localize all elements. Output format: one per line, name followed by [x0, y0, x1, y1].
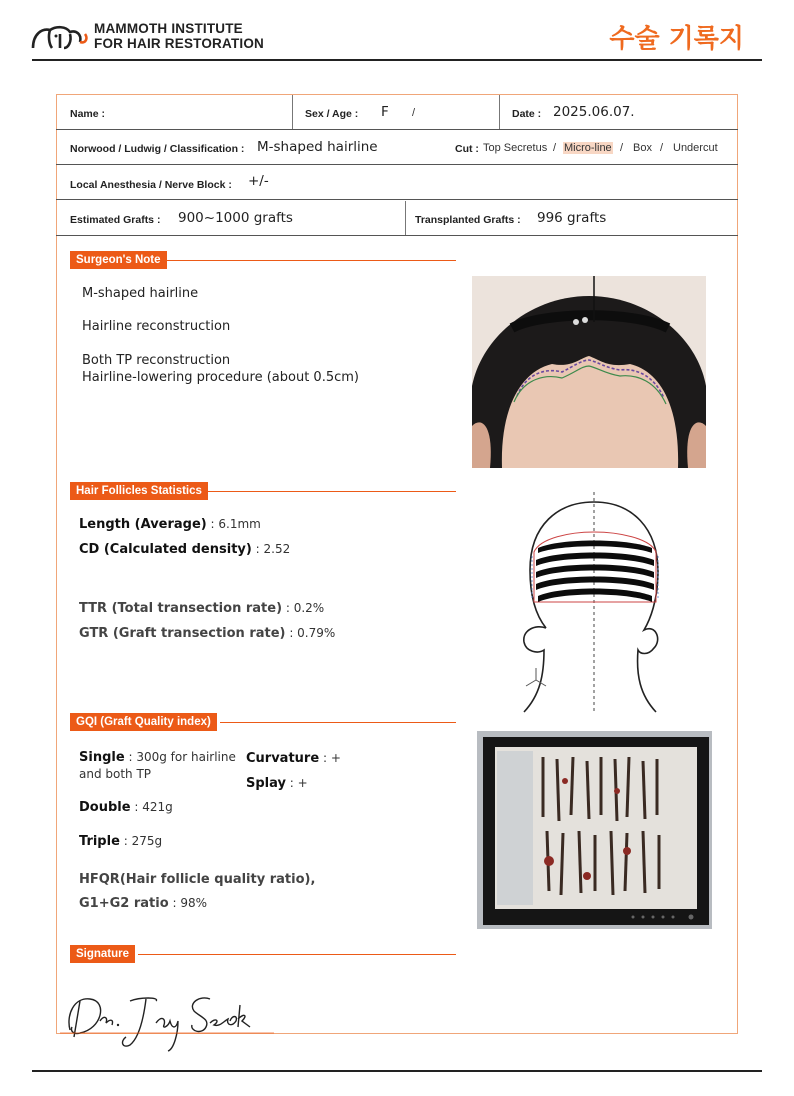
signature-header: [70, 945, 456, 963]
transplanted-grafts-label: Transplanted Grafts :: [415, 214, 521, 226]
classification-label: Norwood / Ludwig / Classification :: [70, 143, 245, 155]
signature-tag: Signature: [70, 945, 135, 963]
cut-label: Cut :: [455, 143, 479, 155]
triple-value: : 275g: [119, 834, 163, 848]
length-value: : 6.1mm: [206, 517, 261, 531]
single-stat: [79, 750, 236, 765]
section-rule: [138, 954, 456, 955]
classification-value: M-shaped hairline: [257, 139, 378, 155]
ratio-stat: [79, 896, 207, 911]
logo-text-line2: FOR HAIR RESTORATION: [94, 36, 265, 51]
sex-age-label: Sex / Age :: [305, 108, 359, 120]
splay-label: Splay: [246, 776, 286, 791]
ratio-value: : 98%: [168, 896, 207, 910]
ttr-value: : 0.2%: [282, 601, 325, 615]
single-stat-cont: and both TP: [79, 767, 152, 781]
single-label: Single: [79, 750, 125, 765]
splay-stat: [246, 776, 308, 791]
curvature-label: Curvature: [246, 751, 320, 766]
anesthesia-label: Local Anesthesia / Nerve Block :: [70, 179, 232, 191]
note-line-1: M-shaped hairline: [82, 286, 199, 301]
cut-option-micro-line: Micro-line: [564, 142, 612, 154]
hfqr-label: HFQR(Hair follicle quality ratio),: [79, 872, 316, 887]
estimated-grafts-value: 900~1000 grafts: [178, 210, 293, 226]
curvature-stat: [246, 751, 341, 766]
date-value: 2025.06.07.: [553, 104, 635, 120]
hairline-photo: [472, 276, 706, 468]
cut-option-top-secretus: Top Secretus: [483, 142, 548, 154]
cut-separator: /: [620, 142, 624, 154]
surgeons-note-header: [70, 251, 456, 269]
form-row-name: [56, 95, 738, 130]
follicle-stats-header: [70, 482, 456, 500]
estimated-grafts-label: Estimated Grafts :: [70, 214, 161, 226]
triple-stat: [79, 834, 162, 849]
surgeon-signature: [60, 985, 280, 1055]
gtr-label: GTR (Graft transection rate): [79, 626, 286, 641]
anesthesia-value: +/-: [248, 173, 269, 189]
ttr-label: TTR (Total transection rate): [79, 601, 283, 616]
length-label: Length (Average): [79, 517, 207, 532]
note-line-2: Hairline reconstruction: [82, 319, 231, 334]
double-value: : 421g: [130, 800, 173, 814]
donor-area-diagram: [510, 490, 670, 715]
cd-value: : 2.52: [251, 542, 291, 556]
ratio-label: G1+G2 ratio: [79, 896, 169, 911]
note-line-3: Both TP reconstruction: [82, 353, 231, 368]
length-stat: [79, 517, 261, 532]
cut-separator: /: [553, 142, 557, 154]
cut-separator: /: [660, 142, 664, 154]
curvature-value: : +: [319, 751, 341, 765]
row-divider: [405, 201, 406, 235]
hfqr-stat: [79, 872, 315, 887]
double-stat: [79, 800, 173, 815]
form-row-classification: [56, 130, 738, 165]
transplanted-grafts-value: 996 grafts: [537, 210, 607, 226]
date-label: Date :: [512, 108, 542, 120]
section-rule: [166, 260, 456, 261]
row-divider: [499, 95, 500, 129]
gtr-stat: [79, 626, 335, 641]
gqi-tag: GQI (Graft Quality index): [70, 713, 217, 731]
name-label: Name :: [70, 108, 106, 120]
age-separator: /: [412, 107, 416, 119]
cut-option-undercut: Undercut: [673, 142, 718, 154]
triple-label: Triple: [79, 834, 120, 849]
mammoth-logo-icon: [30, 22, 90, 52]
footer-divider: [32, 1070, 762, 1072]
note-line-4: Hairline-lowering procedure (about 0.5cm): [82, 370, 359, 385]
grafts-monitor-photo: [477, 731, 712, 929]
section-rule: [220, 722, 456, 723]
splay-value: : +: [285, 776, 308, 790]
double-label: Double: [79, 800, 131, 815]
section-rule: [208, 491, 456, 492]
logo-text-line1: MAMMOTH INSTITUTE: [94, 21, 243, 36]
form-row-grafts: [56, 201, 738, 236]
ttr-stat: [79, 601, 324, 616]
gtr-value: : 0.79%: [285, 626, 336, 640]
header-divider: [32, 59, 762, 61]
cd-label: CD (Calculated density): [79, 542, 252, 557]
cut-option-box: Box: [633, 142, 652, 154]
single-value: : 300g for hairline: [124, 750, 236, 764]
cd-stat: [79, 542, 290, 557]
sex-value: F: [381, 104, 389, 120]
document-title: 수술 기록지: [609, 24, 744, 54]
row-divider: [292, 95, 293, 129]
form-row-anesthesia: [56, 165, 738, 200]
institute-logo: [30, 20, 280, 54]
follicle-stats-tag: Hair Follicles Statistics: [70, 482, 208, 500]
gqi-header: [70, 713, 456, 731]
surgeons-note-tag: Surgeon's Note: [70, 251, 167, 269]
